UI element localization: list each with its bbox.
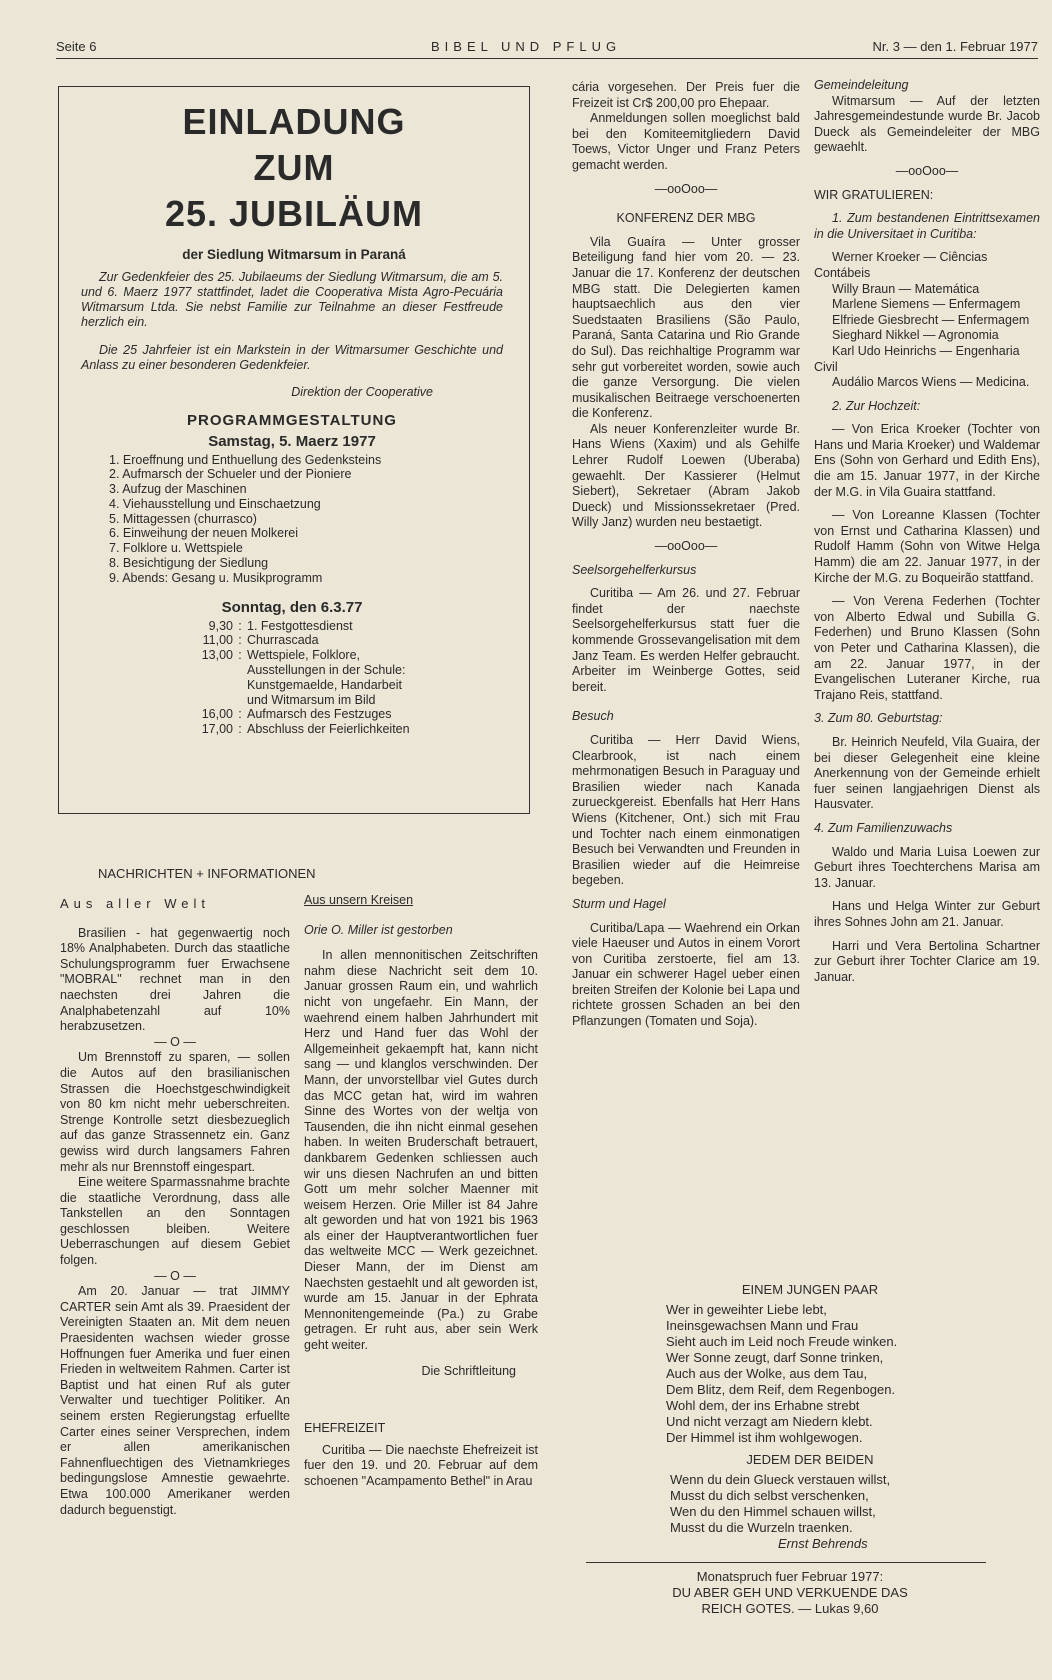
schedule-time bbox=[161, 678, 233, 693]
exam-heading: 1. Zum bestandenen Eintrittsexamen in die Universitaet in Curitiba: bbox=[814, 211, 1040, 241]
world-news-column bbox=[60, 896, 290, 1518]
schedule-row bbox=[161, 722, 503, 737]
poem-line: Wenn du dein Glueck verstauen willst, bbox=[670, 1472, 891, 1487]
schedule-row bbox=[161, 707, 503, 722]
schedule-time bbox=[161, 693, 233, 708]
obituary-title: Orie O. Miller ist gestorben bbox=[304, 922, 453, 937]
birth-announcement: Harri und Vera Bertolina Schartner zur Geburt ihrer Tochter Clarice am 19. Januar. bbox=[814, 938, 1040, 984]
conference-text-2: Als neuer Konferenzleiter wurde Br. Hans Wiens (Xaxim) und als Gehilfe Lehrer Rudolf Loewen (Uberaba) gewaehlt. Der Kassierer (Helmut Siebert), Sekretaer (Abram Jakob Dueck) und Missionssekretaer (Pred. Willy Janz) wurden neu bestaetigt. bbox=[572, 421, 800, 530]
conference-heading: KONFERENZ DER MBG bbox=[616, 211, 756, 226]
invitation-paragraph-2: Die 25 Jahrfeier ist ein Markstein in der Witmarsumer Geschichte und Anlass zu einer besonderen Gedenkfeier. bbox=[81, 342, 503, 372]
program-title: PROGRAMMGESTALTUNG bbox=[187, 411, 397, 429]
exam-item: Elfriede Giesbrecht — Enfermagem bbox=[832, 312, 1030, 327]
storm-heading: Sturm und Hagel bbox=[572, 896, 666, 911]
schedule-text: Abschluss der Feierlichkeiten bbox=[247, 722, 410, 737]
news-paragraph: Brasilien - hat gegenwaertig noch 18% Analphabeten. Durch das staatliche Schulungsprogramm fuer Erwachsene "MOBRAL" rechnet man in den naechsten drei Jahren die Analphabetenzahl auf 10% herabzusetzen. bbox=[60, 925, 290, 1034]
section-separator: —ooOoo— bbox=[895, 163, 959, 178]
schedule-time: 17,00 bbox=[201, 722, 233, 737]
schedule-separator: : bbox=[238, 648, 242, 663]
program-item: 6. Einweihung der neuen Molkerei bbox=[109, 526, 299, 541]
poem-line: Wohl dem, der ins Erhabne strebt bbox=[666, 1398, 860, 1413]
schedule-time: 9,30 bbox=[208, 618, 233, 633]
news-separator: — O — bbox=[154, 1268, 196, 1283]
program-item: 7. Folklore u. Wettspiele bbox=[109, 541, 243, 556]
birth-announcement: Hans und Helga Winter zur Geburt ihres Sohnes John am 21. Januar. bbox=[814, 899, 1040, 929]
program-item: 2. Aufmarsch der Schueler und der Pioniere bbox=[109, 467, 352, 482]
invitation-title-line3: 25. JUBILÄUM bbox=[164, 193, 424, 234]
program-item: 3. Aufzug der Maschinen bbox=[109, 482, 247, 497]
ehefreizeit-text: Curitiba — Die naechste Ehefreizeit ist fuer den 19. und 20. Februar auf dem schoenen "Acampamento Bethel" in Arau bbox=[304, 1442, 538, 1488]
schedule-row bbox=[161, 648, 503, 663]
news-paragraph: Um Brennstoff zu sparen, — sollen die Autos auf den brasilianischen Strassen die Hoechstgeschwindigkeit von 80 km nicht mehr ueberschreiten. Strenge Kontrolle setzt diesbezueglich auf das ganze Strassennetz ein. Ganz gewiss wird durch langsamers Fahren mehr als nur Brennstoff eingespart. bbox=[60, 1050, 290, 1174]
poem-title: JEDEM DER BEIDEN bbox=[746, 1452, 874, 1467]
poem-line: Und nicht verzagt am Niedern klebt. bbox=[666, 1414, 873, 1429]
poem-line: Dem Blitz, dem Reif, dem Regenbogen. bbox=[666, 1382, 896, 1397]
schedule-text: und Witmarsum im Bild bbox=[247, 692, 376, 707]
schedule-row bbox=[161, 619, 503, 634]
divider-line bbox=[586, 1562, 986, 1563]
circles-heading: Aus unsern Kreisen bbox=[304, 893, 414, 907]
wedding-item: — Von Verena Federhen (Tochter von Alberto Edwal und Subilla G. Federhen) und Bruno Klassen (Sohn von Peter und Catharina Klassen), die am 22. Januar 1977, in der Evangelischen Luteraner Kirche, rua Trajano Reis, stattfand. bbox=[814, 594, 1040, 702]
circles-column bbox=[304, 893, 538, 1490]
schedule-row bbox=[161, 663, 503, 678]
visit-text: Curitiba — Herr David Wiens, Clearbrook, ist nach einem mehrmonatigen Besuch in Paraguay und Brasilien wieder nach Kanada zurueckgereist. Ebenfalls hat Herr Hans Wiens (Kitchener, Ont.) sich mit Frau und Tochter nach einem einmonatigen Besuch bei Verwandten und Freunden in Brasilien wieder auf die Heimreise begeben. bbox=[572, 732, 800, 888]
schedule-text: Churrascada bbox=[247, 633, 319, 648]
world-news-heading: Aus aller Welt bbox=[60, 896, 210, 911]
invitation-signature: Direktion der Cooperative bbox=[291, 385, 433, 399]
schedule-text: Kunstgemaelde, Handarbeit bbox=[247, 677, 402, 692]
section-separator: —ooOoo— bbox=[654, 181, 718, 196]
exam-item: Werner Kroeker — Ciências Contábeis bbox=[814, 250, 988, 280]
saturday-heading: Samstag, 5. Maerz 1977 bbox=[208, 432, 376, 450]
poem-line: Wer Sonne zeugt, darf Sonne trinken, bbox=[666, 1350, 884, 1365]
news-section-heading: NACHRICHTEN + INFORMATIONEN bbox=[98, 866, 316, 881]
monthly-verse-line: Monatspruch fuer Februar 1977: bbox=[696, 1569, 884, 1584]
schedule-text: Wettspiele, Folklore, bbox=[247, 648, 361, 663]
sunday-schedule bbox=[161, 619, 503, 737]
obituary-signature: Die Schriftleitung bbox=[421, 1363, 516, 1378]
invitation-title-line1: EINLADUNG bbox=[182, 101, 406, 142]
schedule-time: 16,00 bbox=[201, 707, 233, 722]
congratulations-heading: WIR GRATULIEREN: bbox=[814, 187, 934, 202]
sunday-heading: Sonntag, den 6.3.77 bbox=[221, 598, 363, 616]
column-three bbox=[572, 80, 800, 1030]
program-item: 8. Besichtigung der Siedlung bbox=[109, 556, 269, 571]
schedule-separator: : bbox=[238, 618, 242, 633]
news-separator: — O — bbox=[154, 1034, 196, 1049]
schedule-row bbox=[161, 633, 503, 648]
leadership-text: Witmarsum — Auf der letzten Jahresgemeindestunde wurde Br. Jacob Dueck als Gemeindeleiter der MBG gewaehlt. bbox=[814, 93, 1040, 155]
issue-date: Nr. 3 — den 1. Februar 1977 bbox=[872, 39, 1038, 54]
jubilee-invitation-box bbox=[58, 86, 530, 814]
poem-line: Wen du den Himmel schauen willst, bbox=[670, 1504, 876, 1519]
ehefreizeit-continued: cária vorgesehen. Der Preis fuer die Freizeit ist Cr$ 200,00 pro Ehepaar. bbox=[572, 80, 800, 110]
poem-line: Musst du dich selbst verschenken, bbox=[670, 1488, 869, 1503]
poem-one bbox=[666, 1302, 1040, 1446]
monthly-verse-line: DU ABER GEH UND VERKUENDE DAS bbox=[672, 1585, 908, 1600]
saturday-program bbox=[109, 453, 503, 586]
exam-item: Sieghard Nikkel — Agronomia bbox=[832, 328, 999, 343]
invitation-paragraph: Zur Gedenkfeier des 25. Jubilaeums der Siedlung Witmarsum, die am 5. und 6. Maerz 1977 stattfindet, ladet die Cooperativa Mista Agro-Pecuária Witmarsum Ltda. Sie nebst Familie zur Teilnahme an dieser Festfreude herzlich ein. bbox=[81, 270, 503, 329]
invitation-subtitle: der Siedlung Witmarsum in Paraná bbox=[182, 247, 406, 262]
registration-text: Anmeldungen sollen moeglichst bald bei den Komiteemitgliedern David Toews, Victor Unger und Franz Peters gemacht werden. bbox=[572, 111, 800, 172]
program-item: 9. Abends: Gesang u. Musikprogramm bbox=[109, 570, 323, 585]
seelsorge-heading: Seelsorgehelferkursus bbox=[572, 562, 697, 577]
poem-line: Auch aus der Wolke, aus dem Tau, bbox=[666, 1366, 868, 1381]
birthday-text: Br. Heinrich Neufeld, Vila Guaira, der bei dieser Gelegenheit eine kleine Anerkennung von der Gemeinde erhielt fuer seinen langjaehrigen Dienst als Hausvater. bbox=[814, 734, 1040, 812]
visit-heading: Besuch bbox=[572, 709, 614, 724]
publication-title: BIBEL UND PFLUG bbox=[431, 39, 622, 54]
page-header bbox=[56, 28, 1038, 59]
program-item: 5. Mittagessen (churrasco) bbox=[109, 511, 257, 526]
poem-title: EINEM JUNGEN PAAR bbox=[741, 1282, 879, 1297]
exam-item: Audálio Marcos Wiens — Medicina. bbox=[832, 375, 1030, 390]
schedule-time: 11,00 bbox=[202, 633, 233, 648]
family-heading: 4. Zum Familienzuwachs bbox=[814, 820, 953, 835]
poem-author: Ernst Behrends bbox=[778, 1536, 868, 1551]
schedule-separator: : bbox=[238, 633, 242, 648]
schedule-separator: : bbox=[238, 707, 242, 722]
schedule-text: 1. Festgottesdienst bbox=[247, 618, 353, 633]
wedding-item: — Von Erica Kroeker (Tochter von Hans und Maria Kroeker) und Waldemar Ens (Sohn von Gerhard und Edith Ens), die am 15. Januar 1977, in der Kirche der M.G. in Vila Guaira stattfand. bbox=[814, 422, 1040, 499]
poem-line: Der Himmel ist ihm wohlgewogen. bbox=[666, 1430, 863, 1445]
column-four bbox=[814, 78, 1040, 985]
poems-section bbox=[580, 1282, 1040, 1617]
birth-announcement: Waldo und Maria Luisa Loewen zur Geburt ihres Toechterchens Marisa am 13. Januar. bbox=[814, 844, 1040, 890]
birthday-heading: 3. Zum 80. Geburtstag: bbox=[814, 711, 943, 726]
exam-item: Karl Udo Heinrichs — Engenharia Civil bbox=[814, 343, 1020, 374]
news-paragraph: Am 20. Januar — trat JIMMY CARTER sein Amt als 39. Praesident der Vereinigten Staaten an. Mit dem neuen Praesidenten wachsen wieder grosse Hoffnungen fuer Amerika und fuer einen Frieden in weltweitem Rahmen. Carter ist Baptist und hat einen Ruf als guter Verwalter und tuechtiger Politiker. An seinem ersten Regierungstag erfuellte Carter eines seiner Versprechen, indem er allen amerikanischen Fahnenfluechtigen des Vietnamkrieges bedingungslose Amnestie gewaehrte. Etwa 100.000 Amerikaner werden dadurch beguenstigt. bbox=[60, 1284, 290, 1517]
poem-line: Sieht auch im Leid noch Freude winken. bbox=[666, 1334, 898, 1349]
seelsorge-text: Curitiba — Am 26. und 27. Februar findet der naechste Seelsorgehelferkursus statt fuer die kommende Grossevangelisation mit dem Janz Team. Es werden Helfer gebraucht. Arbeiter im Weinberge Gottes, seid bereit. bbox=[572, 586, 800, 694]
schedule-time bbox=[161, 663, 233, 678]
monthly-verse-line: REICH GOTES. — Lukas 9,60 bbox=[701, 1601, 879, 1616]
program-item: 4. Viehausstellung und Einschaetzung bbox=[109, 496, 321, 511]
poem-two bbox=[670, 1472, 1040, 1536]
conference-text: Vila Guaíra — Unter grosser Beteiligung fand hier vom 20. — 23. Januar die 17. Konferenz der deutschen MBG statt. Die Delegierten kamen hauptsaechlich aus den vier Suedstaaten Brasiliens (São Paulo, Paraná, Santa Catarina und Rio Grande do Sul). Das reichhaltige Programm war sehr gut vorbereitet worden, sowie auch die ganze Versorgung. Die vielen musikalischen Beitraege verschoenerten die Konferenz. bbox=[572, 234, 800, 421]
storm-text: Curitiba/Lapa — Waehrend ein Orkan viele Haeuser und Autos in einem Vorort von Curitiba zerstoerte, fiel am 13. Januar ein schwerer Hagel ueber einen breiten Streifen der Kolonie bei Lapa und richtete grossen Schaden an bei den Pflanzungen (Tomaten und Soja). bbox=[572, 920, 800, 1029]
schedule-text: Aufmarsch des Festzuges bbox=[247, 707, 392, 722]
section-separator: —ooOoo— bbox=[654, 539, 718, 554]
schedule-separator: : bbox=[238, 722, 242, 737]
schedule-row bbox=[161, 693, 503, 708]
schedule-text: Ausstellungen in der Schule: bbox=[247, 663, 406, 678]
program-item: 1. Eroeffnung und Enthuellung des Gedenksteins bbox=[109, 452, 382, 467]
poem-line: Wer in geweihter Liebe lebt, bbox=[666, 1302, 827, 1317]
poem-line: Musst du die Wurzeln traenken. bbox=[670, 1520, 853, 1535]
leadership-heading: Gemeindeleitung bbox=[814, 78, 909, 92]
news-paragraph: Eine weitere Sparmassnahme brachte die staatliche Verordnung, dass alle Tankstellen an den Sonntagen geschlossen bleiben. Weitere Ueberraschungen auf diesem Gebiet folgen. bbox=[60, 1175, 290, 1268]
invitation-title-line2: ZUM bbox=[253, 147, 335, 188]
page-number: Seite 6 bbox=[56, 39, 97, 54]
ehefreizeit-heading: EHEFREIZEIT bbox=[304, 1421, 386, 1436]
wedding-heading: 2. Zur Hochzeit: bbox=[832, 398, 921, 413]
schedule-row bbox=[161, 678, 503, 693]
poem-line: Ineinsgewachsen Mann und Frau bbox=[666, 1318, 859, 1333]
wedding-item: — Von Loreanne Klassen (Tochter von Ernst und Catharina Klassen) und Rudolf Hamm (Sohn von Witwe Helga Hamm) die am 22. Januar 1977, in der Kirche der M.G. zu Boqueirão stattfand. bbox=[814, 508, 1040, 585]
obituary-text: In allen mennonitischen Zeitschriften nahm diese Nachricht seit dem 10. Januar grossen Raum ein, und wahrlich nicht von ungefaehr. Ein Mann, der waehrend einem halben Jahrhundert mit Herz und Hand fuer das Wohl der Allgemeinheit gekaempft hat, kann nicht sang — und klanglos verschwinden. Der Mann, der unvorstellbar viel Gutes durch das MCC getan hat, wird im wahren Sinne des Wortes von der weltja von Tausenden, die ihn nicht einmal gesehen haben. In weiten Bruderschaft betrauert, dankbarem Gedenken schliessen auch wir uns diesen Nachrufen an und bitten Gott um mehr solcher Maenner mit weisem Herzen. Orie Miller ist 84 Jahre alt geworden und hat von 1921 bis 1963 als einer der Hauptverantwortlichen fuer das weltweite MCC — Werk gezeichnet. Dieser Mann, der im Dienst am Naechsten gestaehlt und alt geworden ist, wurde am 15. Januar in der Ephrata Mennonitengemeinde (Pa.) zu Grabe getragen. Er ruht aus, aber sein Werk geht weiter. bbox=[304, 948, 538, 1353]
schedule-time: 13,00 bbox=[201, 648, 233, 663]
exam-item: Marlene Siemens — Enfermagem bbox=[832, 297, 1021, 312]
monthly-verse bbox=[580, 1569, 1000, 1617]
exam-item: Willy Braun — Matemática bbox=[832, 281, 980, 296]
